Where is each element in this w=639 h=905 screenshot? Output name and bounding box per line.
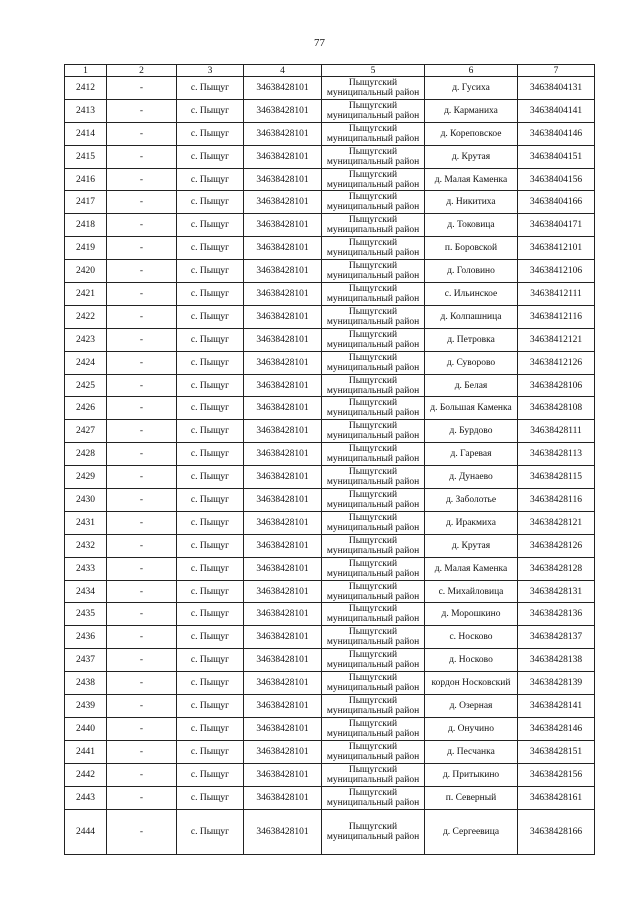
district-cell: Пыщугский муниципальный район xyxy=(322,237,425,260)
row-number: 2432 xyxy=(65,534,107,557)
district-cell: Пыщугский муниципальный район xyxy=(322,305,425,328)
district-cell: Пыщугский муниципальный район xyxy=(322,786,425,809)
column-header-1: 1 xyxy=(65,65,107,77)
okato-code-cell: 34638404156 xyxy=(518,168,595,191)
okato-code-cell: 34638428139 xyxy=(518,672,595,695)
column-header-6: 6 xyxy=(425,65,518,77)
oktmo-code-cell: 34638428101 xyxy=(244,420,322,443)
locality-cell: д. Онучино xyxy=(425,717,518,740)
table-row xyxy=(65,511,595,534)
column-header-2: 2 xyxy=(107,65,177,77)
okato-code-cell: 34638428126 xyxy=(518,534,595,557)
row-number: 2438 xyxy=(65,672,107,695)
settlement-cell: с. Пыщуг xyxy=(177,763,244,786)
column-2-cell: - xyxy=(107,649,177,672)
oktmo-code-cell: 34638428101 xyxy=(244,649,322,672)
settlement-cell: с. Пыщуг xyxy=(177,809,244,854)
settlement-cell: с. Пыщуг xyxy=(177,649,244,672)
district-cell: Пыщугский муниципальный район xyxy=(322,99,425,122)
column-header-5: 5 xyxy=(322,65,425,77)
settlement-cell: с. Пыщуг xyxy=(177,511,244,534)
row-number: 2431 xyxy=(65,511,107,534)
settlement-cell: с. Пыщуг xyxy=(177,534,244,557)
table-row xyxy=(65,717,595,740)
oktmo-code-cell: 34638428101 xyxy=(244,214,322,237)
oktmo-code-cell: 34638428101 xyxy=(244,466,322,489)
district-cell: Пыщугский муниципальный район xyxy=(322,122,425,145)
district-cell: Пыщугский муниципальный район xyxy=(322,420,425,443)
locality-cell: д. Иракмиха xyxy=(425,511,518,534)
row-number: 2435 xyxy=(65,603,107,626)
column-2-cell: - xyxy=(107,374,177,397)
locality-cell: с. Михайловица xyxy=(425,580,518,603)
oktmo-code-cell: 34638428101 xyxy=(244,740,322,763)
column-2-cell: - xyxy=(107,466,177,489)
district-cell: Пыщугский муниципальный район xyxy=(322,443,425,466)
district-cell: Пыщугский муниципальный район xyxy=(322,672,425,695)
okato-code-cell: 34638428146 xyxy=(518,717,595,740)
locality-cell: д. Дунаево xyxy=(425,466,518,489)
column-2-cell: - xyxy=(107,351,177,374)
okato-code-cell: 34638412111 xyxy=(518,283,595,306)
oktmo-code-cell: 34638428101 xyxy=(244,786,322,809)
okato-code-cell: 34638428156 xyxy=(518,763,595,786)
row-number: 2425 xyxy=(65,374,107,397)
district-cell: Пыщугский муниципальный район xyxy=(322,626,425,649)
settlement-cell: с. Пыщуг xyxy=(177,397,244,420)
settlement-cell: с. Пыщуг xyxy=(177,717,244,740)
oktmo-code-cell: 34638428101 xyxy=(244,580,322,603)
table-row xyxy=(65,237,595,260)
column-header-7: 7 xyxy=(518,65,595,77)
settlement-cell: с. Пыщуг xyxy=(177,145,244,168)
table-row xyxy=(65,260,595,283)
district-cell: Пыщугский муниципальный район xyxy=(322,191,425,214)
locality-cell: с. Носково xyxy=(425,626,518,649)
locality-cell: д. Кореповское xyxy=(425,122,518,145)
oktmo-code-cell: 34638428101 xyxy=(244,374,322,397)
table-row xyxy=(65,786,595,809)
settlement-cell: с. Пыщуг xyxy=(177,351,244,374)
table-row xyxy=(65,397,595,420)
district-cell: Пыщугский муниципальный район xyxy=(322,603,425,626)
table-row xyxy=(65,809,595,854)
district-cell: Пыщугский муниципальный район xyxy=(322,534,425,557)
row-number: 2440 xyxy=(65,717,107,740)
settlement-cell: с. Пыщуг xyxy=(177,489,244,512)
settlement-cell: с. Пыщуг xyxy=(177,99,244,122)
table-row xyxy=(65,283,595,306)
settlement-cell: с. Пыщуг xyxy=(177,77,244,100)
row-number: 2430 xyxy=(65,489,107,512)
row-number: 2412 xyxy=(65,77,107,100)
column-2-cell: - xyxy=(107,695,177,718)
locality-cell: д. Заболотье xyxy=(425,489,518,512)
okato-code-cell: 34638404131 xyxy=(518,77,595,100)
oktmo-code-cell: 34638428101 xyxy=(244,695,322,718)
row-number: 2420 xyxy=(65,260,107,283)
locality-cell: д. Бурдово xyxy=(425,420,518,443)
oktmo-code-cell: 34638428101 xyxy=(244,717,322,740)
row-number: 2441 xyxy=(65,740,107,763)
table-row xyxy=(65,603,595,626)
oktmo-code-cell: 34638428101 xyxy=(244,260,322,283)
settlement-cell: с. Пыщуг xyxy=(177,283,244,306)
row-number: 2429 xyxy=(65,466,107,489)
oktmo-code-cell: 34638428101 xyxy=(244,626,322,649)
okato-code-cell: 34638428138 xyxy=(518,649,595,672)
row-number: 2414 xyxy=(65,122,107,145)
table-row xyxy=(65,672,595,695)
okato-code-cell: 34638412106 xyxy=(518,260,595,283)
row-number: 2415 xyxy=(65,145,107,168)
okato-code-cell: 34638404151 xyxy=(518,145,595,168)
locality-cell: д. Притыкино xyxy=(425,763,518,786)
row-number: 2418 xyxy=(65,214,107,237)
column-2-cell: - xyxy=(107,305,177,328)
row-number: 2427 xyxy=(65,420,107,443)
row-number: 2417 xyxy=(65,191,107,214)
table-row xyxy=(65,466,595,489)
district-cell: Пыщугский муниципальный район xyxy=(322,580,425,603)
district-cell: Пыщугский муниципальный район xyxy=(322,809,425,854)
column-2-cell: - xyxy=(107,260,177,283)
okato-code-cell: 34638428137 xyxy=(518,626,595,649)
registry-table xyxy=(64,64,595,855)
okato-code-cell: 34638428115 xyxy=(518,466,595,489)
settlement-cell: с. Пыщуг xyxy=(177,443,244,466)
oktmo-code-cell: 34638428101 xyxy=(244,809,322,854)
table-row xyxy=(65,168,595,191)
district-cell: Пыщугский муниципальный район xyxy=(322,740,425,763)
okato-code-cell: 34638404141 xyxy=(518,99,595,122)
district-cell: Пыщугский муниципальный район xyxy=(322,77,425,100)
oktmo-code-cell: 34638428101 xyxy=(244,489,322,512)
settlement-cell: с. Пыщуг xyxy=(177,603,244,626)
locality-cell: д. Суворово xyxy=(425,351,518,374)
locality-cell: д. Носково xyxy=(425,649,518,672)
district-cell: Пыщугский муниципальный район xyxy=(322,695,425,718)
column-2-cell: - xyxy=(107,786,177,809)
table-row xyxy=(65,214,595,237)
locality-cell: д. Озерная xyxy=(425,695,518,718)
okato-code-cell: 34638428111 xyxy=(518,420,595,443)
row-number: 2421 xyxy=(65,283,107,306)
settlement-cell: с. Пыщуг xyxy=(177,580,244,603)
okato-code-cell: 34638428128 xyxy=(518,557,595,580)
settlement-cell: с. Пыщуг xyxy=(177,466,244,489)
column-2-cell: - xyxy=(107,603,177,626)
locality-cell: д. Петровка xyxy=(425,328,518,351)
column-2-cell: - xyxy=(107,77,177,100)
column-2-cell: - xyxy=(107,809,177,854)
oktmo-code-cell: 34638428101 xyxy=(244,328,322,351)
district-cell: Пыщугский муниципальный район xyxy=(322,649,425,672)
district-cell: Пыщугский муниципальный район xyxy=(322,168,425,191)
settlement-cell: с. Пыщуг xyxy=(177,672,244,695)
table-row xyxy=(65,443,595,466)
okato-code-cell: 34638412121 xyxy=(518,328,595,351)
column-2-cell: - xyxy=(107,763,177,786)
okato-code-cell: 34638428106 xyxy=(518,374,595,397)
district-cell: Пыщугский муниципальный район xyxy=(322,763,425,786)
settlement-cell: с. Пыщуг xyxy=(177,214,244,237)
settlement-cell: с. Пыщуг xyxy=(177,305,244,328)
locality-cell: д. Песчанка xyxy=(425,740,518,763)
table-row xyxy=(65,740,595,763)
oktmo-code-cell: 34638428101 xyxy=(244,534,322,557)
row-number: 2424 xyxy=(65,351,107,374)
okato-code-cell: 34638404166 xyxy=(518,191,595,214)
district-cell: Пыщугский муниципальный район xyxy=(322,351,425,374)
column-2-cell: - xyxy=(107,626,177,649)
column-2-cell: - xyxy=(107,443,177,466)
row-number: 2423 xyxy=(65,328,107,351)
oktmo-code-cell: 34638428101 xyxy=(244,557,322,580)
locality-cell: д. Гаревая xyxy=(425,443,518,466)
locality-cell: д. Малая Каменка xyxy=(425,557,518,580)
row-number: 2426 xyxy=(65,397,107,420)
locality-cell: д. Морошкино xyxy=(425,603,518,626)
table-row xyxy=(65,580,595,603)
column-2-cell: - xyxy=(107,672,177,695)
locality-cell: д. Малая Каменка xyxy=(425,168,518,191)
district-cell: Пыщугский муниципальный район xyxy=(322,557,425,580)
okato-code-cell: 34638428166 xyxy=(518,809,595,854)
locality-cell: д. Гусиха xyxy=(425,77,518,100)
settlement-cell: с. Пыщуг xyxy=(177,260,244,283)
table-row xyxy=(65,489,595,512)
okato-code-cell: 34638412101 xyxy=(518,237,595,260)
district-cell: Пыщугский муниципальный район xyxy=(322,466,425,489)
settlement-cell: с. Пыщуг xyxy=(177,328,244,351)
oktmo-code-cell: 34638428101 xyxy=(244,397,322,420)
locality-cell: д. Сергеевица xyxy=(425,809,518,854)
settlement-cell: с. Пыщуг xyxy=(177,557,244,580)
okato-code-cell: 34638428151 xyxy=(518,740,595,763)
settlement-cell: с. Пыщуг xyxy=(177,420,244,443)
column-2-cell: - xyxy=(107,237,177,260)
oktmo-code-cell: 34638428101 xyxy=(244,603,322,626)
column-2-cell: - xyxy=(107,420,177,443)
row-number: 2439 xyxy=(65,695,107,718)
locality-cell: д. Никитиха xyxy=(425,191,518,214)
table-row xyxy=(65,328,595,351)
column-2-cell: - xyxy=(107,489,177,512)
table-body xyxy=(65,77,595,855)
settlement-cell: с. Пыщуг xyxy=(177,626,244,649)
column-2-cell: - xyxy=(107,283,177,306)
okato-code-cell: 34638428141 xyxy=(518,695,595,718)
row-number: 2442 xyxy=(65,763,107,786)
oktmo-code-cell: 34638428101 xyxy=(244,763,322,786)
settlement-cell: с. Пыщуг xyxy=(177,695,244,718)
column-2-cell: - xyxy=(107,717,177,740)
column-2-cell: - xyxy=(107,214,177,237)
row-number: 2436 xyxy=(65,626,107,649)
table-row xyxy=(65,374,595,397)
settlement-cell: с. Пыщуг xyxy=(177,191,244,214)
okato-code-cell: 34638428121 xyxy=(518,511,595,534)
okato-code-cell: 34638428161 xyxy=(518,786,595,809)
row-number: 2444 xyxy=(65,809,107,854)
row-number: 2416 xyxy=(65,168,107,191)
okato-code-cell: 34638428131 xyxy=(518,580,595,603)
settlement-cell: с. Пыщуг xyxy=(177,786,244,809)
district-cell: Пыщугский муниципальный район xyxy=(322,489,425,512)
oktmo-code-cell: 34638428101 xyxy=(244,283,322,306)
row-number: 2443 xyxy=(65,786,107,809)
okato-code-cell: 34638428108 xyxy=(518,397,595,420)
row-number: 2422 xyxy=(65,305,107,328)
okato-code-cell: 34638412126 xyxy=(518,351,595,374)
column-2-cell: - xyxy=(107,122,177,145)
row-number: 2413 xyxy=(65,99,107,122)
column-header-3: 3 xyxy=(177,65,244,77)
table-header xyxy=(65,65,595,77)
oktmo-code-cell: 34638428101 xyxy=(244,99,322,122)
locality-cell: п. Северный xyxy=(425,786,518,809)
settlement-cell: с. Пыщуг xyxy=(177,237,244,260)
oktmo-code-cell: 34638428101 xyxy=(244,122,322,145)
column-2-cell: - xyxy=(107,99,177,122)
page-number: 77 xyxy=(314,37,325,49)
row-number: 2419 xyxy=(65,237,107,260)
column-2-cell: - xyxy=(107,534,177,557)
row-number: 2437 xyxy=(65,649,107,672)
district-cell: Пыщугский муниципальный район xyxy=(322,260,425,283)
column-2-cell: - xyxy=(107,580,177,603)
table-row xyxy=(65,145,595,168)
oktmo-code-cell: 34638428101 xyxy=(244,443,322,466)
district-cell: Пыщугский муниципальный район xyxy=(322,214,425,237)
locality-cell: кордон Носковский xyxy=(425,672,518,695)
oktmo-code-cell: 34638428101 xyxy=(244,168,322,191)
locality-cell: д. Карманиха xyxy=(425,99,518,122)
locality-cell: д. Белая xyxy=(425,374,518,397)
table-row xyxy=(65,420,595,443)
column-2-cell: - xyxy=(107,191,177,214)
column-2-cell: - xyxy=(107,557,177,580)
table-row xyxy=(65,77,595,100)
row-number: 2428 xyxy=(65,443,107,466)
table-row xyxy=(65,534,595,557)
locality-cell: д. Крутая xyxy=(425,534,518,557)
settlement-cell: с. Пыщуг xyxy=(177,740,244,763)
okato-code-cell: 34638404171 xyxy=(518,214,595,237)
district-cell: Пыщугский муниципальный район xyxy=(322,374,425,397)
column-2-cell: - xyxy=(107,145,177,168)
column-2-cell: - xyxy=(107,168,177,191)
locality-cell: д. Токовица xyxy=(425,214,518,237)
column-2-cell: - xyxy=(107,740,177,763)
column-header-4: 4 xyxy=(244,65,322,77)
district-cell: Пыщугский муниципальный район xyxy=(322,283,425,306)
locality-cell: д. Головино xyxy=(425,260,518,283)
settlement-cell: с. Пыщуг xyxy=(177,168,244,191)
locality-cell: п. Боровской xyxy=(425,237,518,260)
district-cell: Пыщугский муниципальный район xyxy=(322,511,425,534)
table-row xyxy=(65,626,595,649)
oktmo-code-cell: 34638428101 xyxy=(244,305,322,328)
table-row xyxy=(65,99,595,122)
table-row xyxy=(65,763,595,786)
district-cell: Пыщугский муниципальный район xyxy=(322,397,425,420)
table-row xyxy=(65,695,595,718)
okato-code-cell: 34638428116 xyxy=(518,489,595,512)
okato-code-cell: 34638428113 xyxy=(518,443,595,466)
oktmo-code-cell: 34638428101 xyxy=(244,77,322,100)
table-row xyxy=(65,351,595,374)
column-2-cell: - xyxy=(107,397,177,420)
oktmo-code-cell: 34638428101 xyxy=(244,145,322,168)
locality-cell: д. Колпашница xyxy=(425,305,518,328)
table-row xyxy=(65,557,595,580)
locality-cell: д. Крутая xyxy=(425,145,518,168)
settlement-cell: с. Пыщуг xyxy=(177,374,244,397)
oktmo-code-cell: 34638428101 xyxy=(244,237,322,260)
oktmo-code-cell: 34638428101 xyxy=(244,672,322,695)
table-row xyxy=(65,191,595,214)
district-cell: Пыщугский муниципальный район xyxy=(322,328,425,351)
column-2-cell: - xyxy=(107,328,177,351)
district-cell: Пыщугский муниципальный район xyxy=(322,145,425,168)
table-row xyxy=(65,305,595,328)
table-row xyxy=(65,122,595,145)
oktmo-code-cell: 34638428101 xyxy=(244,351,322,374)
row-number: 2434 xyxy=(65,580,107,603)
okato-code-cell: 34638404146 xyxy=(518,122,595,145)
table-row xyxy=(65,649,595,672)
okato-code-cell: 34638412116 xyxy=(518,305,595,328)
district-cell: Пыщугский муниципальный район xyxy=(322,717,425,740)
oktmo-code-cell: 34638428101 xyxy=(244,511,322,534)
locality-cell: с. Ильинское xyxy=(425,283,518,306)
oktmo-code-cell: 34638428101 xyxy=(244,191,322,214)
column-2-cell: - xyxy=(107,511,177,534)
okato-code-cell: 34638428136 xyxy=(518,603,595,626)
locality-cell: д. Большая Каменка xyxy=(425,397,518,420)
row-number: 2433 xyxy=(65,557,107,580)
header-row xyxy=(65,65,595,77)
settlement-cell: с. Пыщуг xyxy=(177,122,244,145)
